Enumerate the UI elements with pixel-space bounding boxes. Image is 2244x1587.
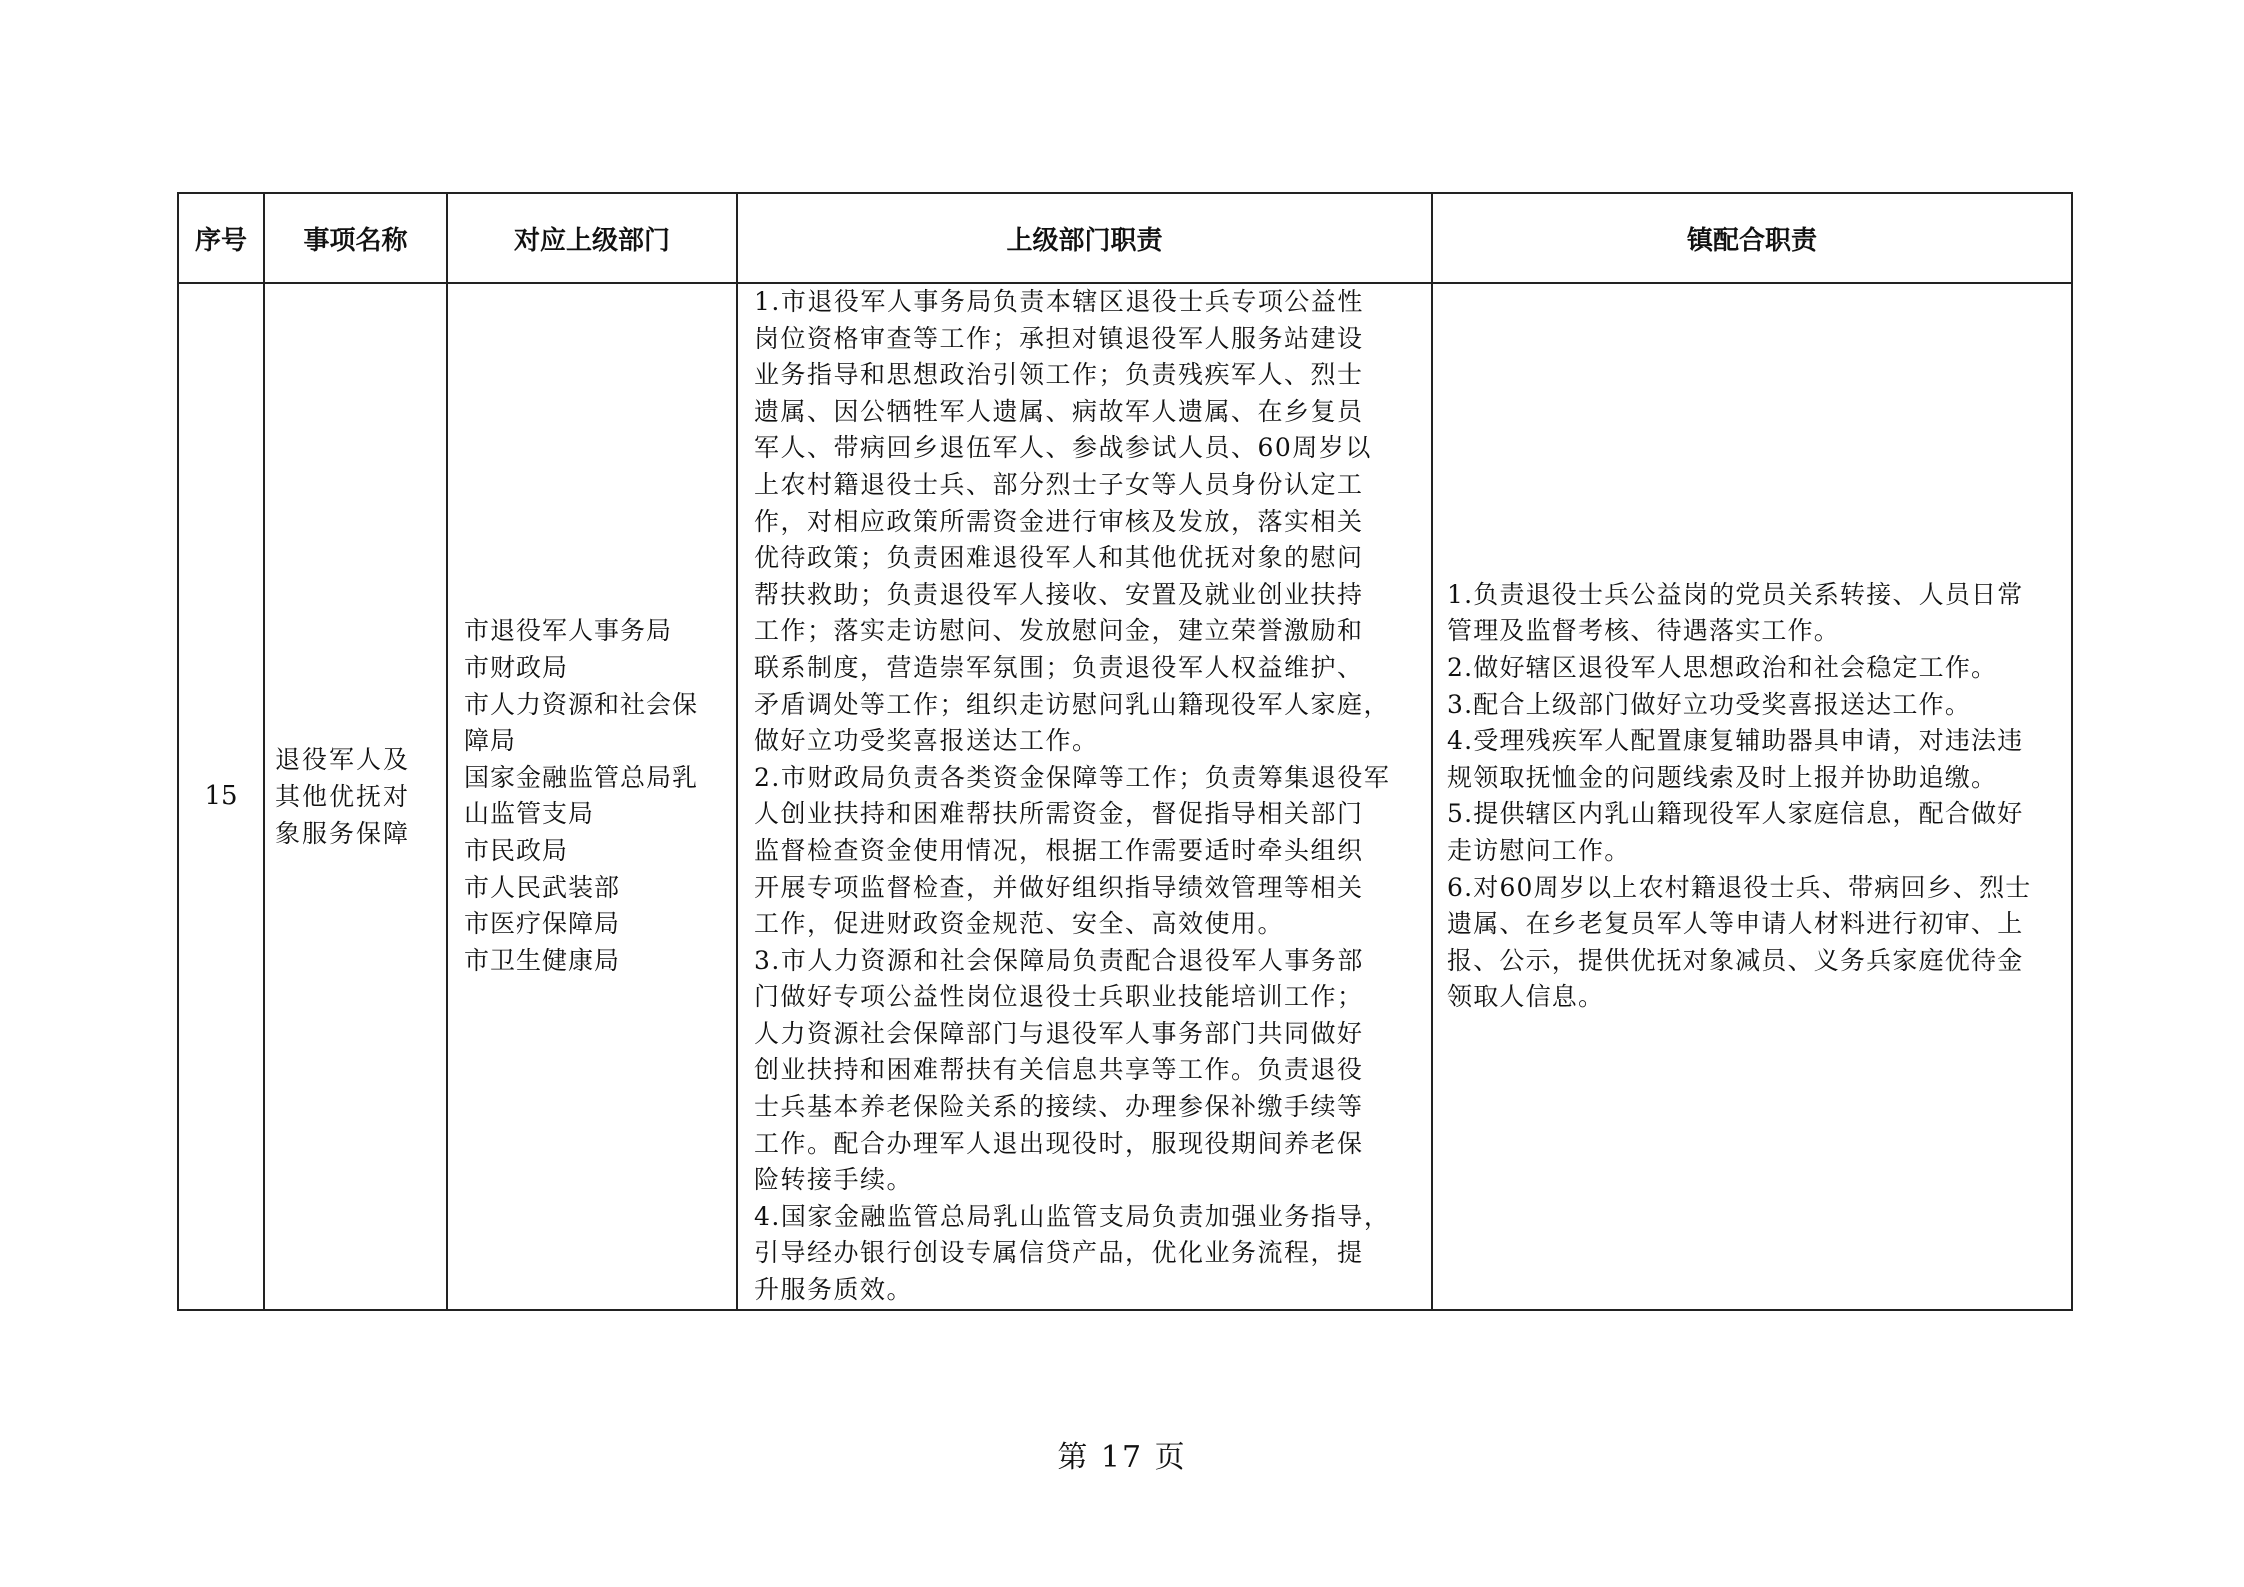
header-item-name: 事项名称 [264,193,447,283]
duty-line: 3.市人力资源和社会保障局负责配合退役军人事务部 [754,945,1364,975]
duty-line: 岗位资格审查等工作；承担对镇退役军人服务站建设 [754,323,1364,353]
header-superior-duties: 上级部门职责 [737,193,1432,283]
duty-line: 升服务质效。 [754,1275,914,1305]
department-line: 市财政局 [464,652,569,682]
duty-line: 人创业扶持和困难帮扶所需资金，督促指导相关部门 [754,799,1364,829]
duty-line: 1.市退役军人事务局负责本辖区退役士兵专项公益性 [754,287,1364,316]
duty-line: 上农村籍退役士兵、部分烈士子女等人员身份认定工 [754,469,1364,499]
table-header-row [178,193,2072,283]
duty-line: 工作。配合办理军人退出现役时，服现役期间养老保 [754,1128,1364,1158]
town-duty-line: 报、公示，提供优抚对象减员、义务兵家庭优待金 [1447,945,2024,975]
department-line: 国家金融监管总局乳 [464,762,699,792]
town-duty-line: 5.提供辖区内乳山籍现役军人家庭信息，配合做好 [1447,799,2024,829]
town-duty-line: 走访慰问工作。 [1447,835,1631,865]
town-duty-line: 领取人信息。 [1447,982,1605,1012]
duty-line: 门做好专项公益性岗位退役士兵职业技能培训工作； [754,982,1364,1012]
duty-line: 监督检查资金使用情况，根据工作需要适时牵头组织 [754,835,1364,865]
duty-line: 引导经办银行创设专属信贷产品，优化业务流程，提 [754,1238,1364,1268]
header-town-duties: 镇配合职责 [1432,193,2072,283]
duty-line: 帮扶救助；负责退役军人接收、安置及就业创业扶持 [754,579,1364,609]
page-number: 第 17 页 [1057,1440,1187,1475]
town-duties-cell [1432,283,2072,1310]
duty-line: 矛盾调处等工作；组织走访慰问乳山籍现役军人家庭， [754,689,1391,719]
serial-no-cell: 15 [178,283,264,1310]
town-duty-line: 3.配合上级部门做好立功受奖喜报送达工作。 [1447,689,1972,719]
header-serial-no: 序号 [178,193,264,283]
item-name-line: 其他优抚对 [275,781,411,811]
duty-line: 工作；落实走访慰问、发放慰问金，建立荣誉激励和 [754,616,1364,646]
department-line: 山监管支局 [464,799,595,829]
duty-line: 做好立功受奖喜报送达工作。 [754,726,1099,756]
town-duty-line: 2.做好辖区退役军人思想政治和社会稳定工作。 [1447,652,1998,682]
item-name-cell [264,283,447,1310]
duty-line: 人力资源社会保障部门与退役军人事务部门共同做好 [754,1018,1364,1048]
duty-line: 开展专项监督检查，并做好组织指导绩效管理等相关 [754,872,1364,902]
department-line: 市人力资源和社会保 [464,689,699,719]
duty-line: 2.市财政局负责各类资金保障等工作；负责筹集退役军 [754,762,1391,792]
duty-line: 军人、带病回乡退伍军人、参战参试人员、60周岁以 [754,433,1372,463]
responsibility-table [177,192,2073,1311]
town-duty-line: 管理及监督考核、待遇落实工作。 [1447,616,1841,646]
duty-line: 优待政策；负责困难退役军人和其他优抚对象的慰问 [754,543,1364,573]
duty-line: 工作，促进财政资金规范、安全、高效使用。 [754,909,1285,939]
duty-line: 4.国家金融监管总局乳山监管支局负责加强业务指导， [754,1201,1391,1231]
department-line: 市医疗保障局 [464,909,621,939]
item-name-line: 退役军人及 [275,744,411,774]
duty-line: 士兵基本养老保险关系的接续、办理参保补缴手续等 [754,1092,1364,1122]
duty-line: 创业扶持和困难帮扶有关信息共享等工作。负责退役 [754,1055,1364,1085]
town-duty-line: 6.对60周岁以上农村籍退役士兵、带病回乡、烈士 [1447,872,2032,902]
duty-line: 联系制度，营造崇军氛围；负责退役军人权益维护、 [754,652,1364,682]
department-line: 障局 [464,726,517,756]
duty-line: 业务指导和思想政治引领工作；负责残疾军人、烈士 [754,360,1364,390]
item-name-line: 象服务保障 [275,818,411,848]
duty-line: 险转接手续。 [754,1165,914,1195]
town-duty-line: 1.负责退役士兵公益岗的党员关系转接、人员日常 [1447,579,2024,609]
town-duty-line: 4.受理残疾军人配置康复辅助器具申请，对违法违 [1447,726,2024,756]
department-line: 市民政局 [464,835,569,865]
superior-duties-cell [737,283,1432,1310]
header-superior-department: 对应上级部门 [447,193,737,283]
department-list-cell [447,283,737,1310]
town-duty-line: 规领取抚恤金的问题线索及时上报并协助追缴。 [1447,762,1998,792]
department-line: 市人民武装部 [464,872,621,902]
duty-line: 遗属、因公牺牲军人遗属、病故军人遗属、在乡复员 [754,396,1364,426]
table-row [178,283,2072,1310]
town-duty-line: 遗属、在乡老复员军人等申请人材料进行初审、上 [1447,909,2024,939]
duty-line: 作，对相应政策所需资金进行审核及发放，落实相关 [754,506,1364,536]
department-line: 市卫生健康局 [464,945,621,975]
department-line: 市退役军人事务局 [464,616,673,646]
